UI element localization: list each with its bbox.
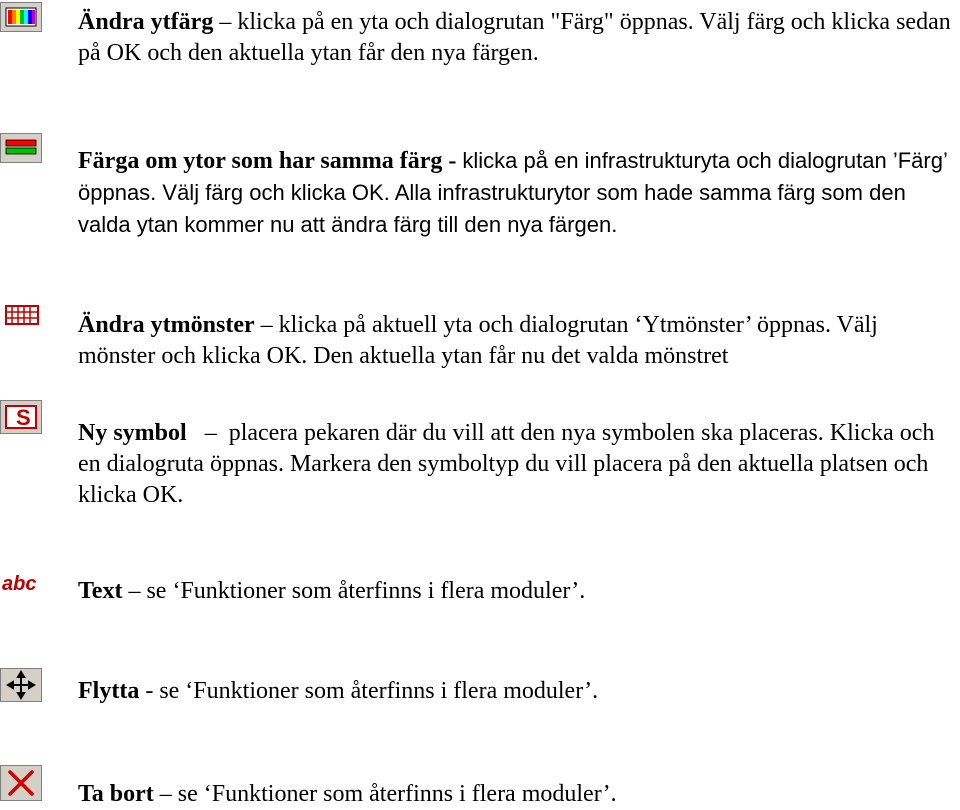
paragraph-ny-symbol: [78, 418, 958, 511]
ny-symbol-icon[interactable]: [0, 400, 42, 434]
paragraph-title: Ändra ytmönster: [78, 312, 255, 338]
flytta-icon[interactable]: [0, 668, 42, 702]
separator: –: [153, 781, 178, 807]
paragraph-andra-ytmonster: [78, 310, 958, 372]
separator: –: [186, 420, 229, 446]
paragraph-farga-om-ytor: [78, 145, 958, 241]
paragraph-body: se ‘Funktioner som återfinns i flera moduler’.: [159, 678, 599, 704]
separator: –: [213, 9, 238, 35]
farga-om-ytor-icon[interactable]: [0, 133, 42, 167]
paragraph-title: Ta bort: [78, 781, 154, 807]
svg-text:S: S: [16, 405, 31, 430]
svg-text:abc: abc: [2, 573, 37, 595]
paragraph-flytta: [78, 676, 958, 707]
separator: -: [139, 678, 160, 704]
paragraph-andra-ytfarg: [78, 7, 958, 69]
paragraph-ta-bort: [78, 779, 958, 810]
ta-bort-icon[interactable]: [0, 765, 42, 799]
paragraph-body: klicka på en yta och dialogrutan "Färg" öppnas. Välj färg och klicka sedan på OK och den aktuella ytan får den nya färgen.: [78, 9, 951, 66]
separator: –: [122, 578, 147, 604]
paragraph-title: Ny symbol: [78, 420, 187, 446]
paragraph-text: [78, 576, 958, 607]
paragraph-body: placera pekaren där du vill att den nya symbolen ska placeras. Klicka och en dialogruta öppnas. Markera den symboltyp du vill placera på den aktuella platsen och klicka OK.: [78, 420, 935, 508]
ytfarg-icon[interactable]: [0, 2, 42, 36]
ytmonster-icon[interactable]: [0, 300, 42, 334]
paragraph-title: Färga om ytor som har samma färg -: [78, 148, 457, 174]
paragraph-body: klicka på aktuell yta och dialogrutan ‘Ytmönster’ öppnas. Välj mönster och klicka OK. Den aktuella ytan får nu det valda mönstret: [78, 312, 878, 369]
paragraph-title: Flytta: [78, 678, 140, 704]
paragraph-body: se ‘Funktioner som återfinns i flera moduler’.: [146, 578, 586, 604]
separator: –: [254, 312, 279, 338]
text-tool-icon[interactable]: [0, 568, 42, 602]
paragraph-title: Text: [78, 578, 123, 604]
paragraph-body: klicka på en infrastrukturyta och dialogrutan ’Färg’ öppnas. Välj färg och klicka OK. Alla infrastrukturytor som hade samma färg som den valda ytan kommer nu att ändra färg till den nya färgen.: [78, 148, 948, 237]
paragraph-body: se ‘Funktioner som återfinns i flera moduler’.: [177, 781, 617, 807]
paragraph-title: Ändra ytfärg: [78, 9, 214, 35]
